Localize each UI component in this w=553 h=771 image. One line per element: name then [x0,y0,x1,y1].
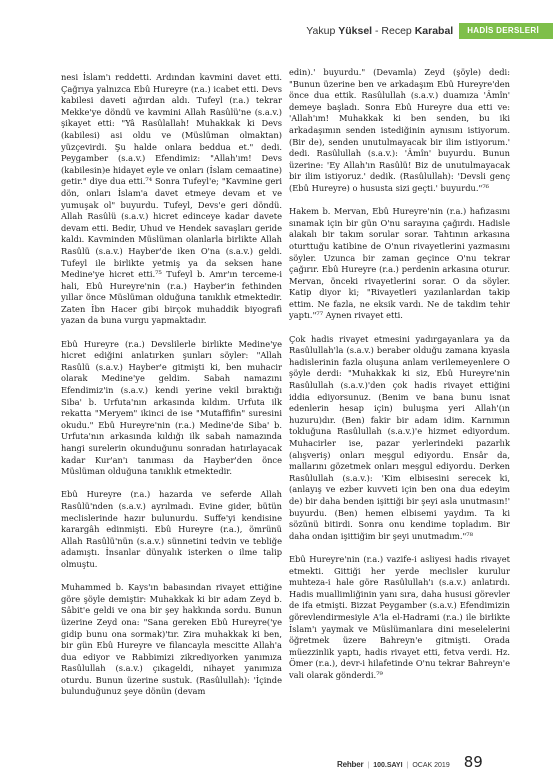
right-column [289,67,510,693]
page-footer [337,753,483,771]
paragraph: Ebû Hureyre'nin (r.a.) vazife-i asliyesi hadis rivayet etmekti. Gittiği her yerde meclisler kurulur muhteza-i hale göre Rasûlullah'ı (s.a.v.) anlatırdı. Hadis muallimliğinin yanı sıra, daha hususi görevler de ifa etmişti. Bizzat Peygamber (s.a.v.) Efendimizin görevlendirmesiyle A'la el-Hadrami (r.a.) ile birlikte İslam'ı yaymak ve Müslümanlara dini meselelerini öğretmek üzere Bahreyn'e gitmişti. Orada müezzinlik yaptı, hadis rivayet etti, fetva verdi. Hz. Ömer (r.a.), devr-i hilafetinde O'nu tekrar Bahreyn'e vali olarak gönderdi.⁷⁹ [289,553,510,680]
paragraph: nesi İslam'ı reddetti. Ardından kavmini davet etti. Çağrıya yalnızca Ebû Hureyre (r.a.) icabet etti. Devs kabilesi daveti ağırdan aldı. Tufeyl (r.a.) tekrar Mekke'ye döndü ve kavmini Allah Rasûlü'ne (s.a.v.) şikayet etti: "Yâ Rasûlallah! Muhakkak ki Devs (kabilesi) asi oldu ve (Müslüman olmaktan) yüzçevirdi. Şu halde onlara beddua et." dedi. Peygamber (s.a.v.) Efendimiz: "Allah'ım! Devs (kabilesin)e hidayet eyle ve onları (İslam cemaatine) getir." diye dua etti.⁷⁴ Sonra Tufeyl'e; "Kavmine geri dön, onları İslam'a davet etmeye devam et ve yumuşak ol" buyurdu. Tufeyl, Devs'e geri döndü. Allah Rasûlü (s.a.v.) hicret edinceye kadar davete devam etti. Bedir, Uhud ve Hendek savaşları geride kaldı. Kavminden Müslüman olanlarla birlikte Allah Rasûlü (s.a.v.) Hayber'de iken O'na (s.a.v.) geldi. Tufeyl ile birlikte yetmiş ya da seksen hane Medine'ye hicret etti.⁷⁵ Tufeyl b. Amr'ın terceme-i hali, Ebû Hureyre'nin (r.a.) Hayber'in fethinden yıllar önce Müslüman olduğuna tanıklık etmektedir. Zaten İbn Hacer gibi birçok muhaddik biyografi yazan da buna vurgu yapmaktadır. [61,72,282,326]
page-number: 89 [463,753,483,771]
left-column [61,72,282,710]
author1-last: Yüksel [338,25,373,37]
paragraph: Ebû Hureyre (r.a.) Devslilerle birlikte Medine'ye hicret ediğini anlatırken şunları söyler: "Allah Rasûlü (s.a.v.) Hayber'e gitmişti ki, ben muhacir olarak Medine'ye geldim. Sabah namazını Efendimiz'in (s.a.v.) kendi yerine vekil bıraktığı Siba' b. Urfuta'nın arkasında kıldım. Urfuta ilk rekatta "Meryem" ikinci de ise "Mutaffifin" suresini okudu." Ebû Hureyre'nin (r.a.) Medine'de Siba' b. Urfuta'nın arkasında kıldığı ilk sabah namazında hangi surelerin okunduğunu sonradan hatırlayacak kadar Kur'an'ı tanıması da Hayber'den önce Müslüman olduğuna tanıklık etmektedir. [61,338,282,477]
author2-last: Karabal [414,25,454,37]
footer-divider: | [406,762,409,769]
paragraph: Ebû Hureyre (r.a.) hazarda ve seferde Allah Rasûlü'nden (s.a.v.) ayrılmadı. Evine gider, bütün meclislerinde hazır bulunurdu. Suffe'yi kendisine karargâh edinmişti. Ebû Hureyre (r.a.), ömrünü Allah Rasûlü'nün (s.a.v.) sünnetini tedvin ve tebliğe adamıştı. İnsanlar dünyalık isterken o ilme talip olmuştu. [61,489,282,569]
issue-number: 100.SAYI [373,762,403,769]
author-separator: - [375,25,379,37]
author1-first: Yakup [306,25,336,37]
paragraph: Çok hadis rivayet etmesini yadırgayanlara ya da Rasûlullah'la (s.a.v.) beraber olduğu zamana kıyasla hadislerinin fazla oluşuna anlam verilemeyenlere O şöyle derdi: "Muhakkak ki siz, Ebû Hureyre'nin Rasûlullah (s.a.v.)'den çok hadis rivayet ettiğini iddia ediyorsunuz. (Benim ve bana bunu isnat edenlerin hesap için) buluşma yeri Allah'(ın huzuru)dır. (Ben) fakir bir adam idim. Karnımın tokluğuna Rasûlullah (s.a.v.)'e hizmet ediyordum. Muhacirler ise, pazar yerlerindeki pazarlık (alışveriş) onları meşgul ediyordu. Ensâr da, mallarını gözetmek onları meşgul ediyordu. Derken Rasûlullah (s.a.v.): 'Kim elbisesini serecek ki, (anlayış ve ezber kuvveti için ben ona dua edeyim de) bir daha benden işittiği bir şeyi asla unutmasın!' buyurdu. (Ben) hemen elbisemi yaydım. Ta ki sözünü bitirdi. Sonra onu kendime topladım. Bir daha ondan işittiğim bir şeyi unutmadım."⁷⁸ [289,333,510,541]
paragraph: Muhammed b. Kays'ın babasından rivayet ettiğine göre şöyle demiştir: Muhakkak ki bir adam Zeyd b. Sâbit'e geldi ve ona bir şey hakkında sordu. Bunun üzerine Zeyd ona: "Sana gereken Ebû Hureyre('ye gidip bunu ona sormak)'tır. Zira muhakkak ki ben, bir gün Ebû Hureyre ve filancayla mescitte Allah'a dua ediyor ve Rabbimizi zikrediyorken yanımıza Rasûlullah (s.a.v.) çıkageldi, nihayet yanımıza oturdu. Bunun üzerine sustuk. (Rasûlullah): 'İçinde bulunduğunuz şeye dönün (devam [61,582,282,697]
magazine-brand: Rehber [337,760,364,769]
page-header [306,23,553,39]
paragraph: Hakem b. Mervan, Ebû Hureyre'nin (r.a.) hafızasını sınamak için bir gün O'nu sarayına çağırdı. Hadisle alakalı bir takım sorular sorar. Tahtının arkasına oturttuğu katibine de O'nun rivayetlerini yazmasını söyler. Uzunca bir zaman geçince O'nu tekrar çağırır. Ebû Hureyre (r.a.) perdenin arkasına oturur. Mervan, önceki rivayetlerini sorar. O da söyler. Katip diyor ki; "Rivayetleri yazılanlardan takip ettim. Ne fazla, ne eksik vardı. Ne de takdim tehir yaptı."⁷⁷ Aynen rivayet etti. [289,206,510,321]
issue-date: OCAK 2019 [412,762,450,769]
section-badge: HADİS DERSLERİ [459,23,553,39]
header-authors [306,25,453,37]
author2-first: Recep [381,25,412,37]
paragraph: edin).' buyurdu." (Devamla) Zeyd (şöyle) dedi: "Bunun üzerine ben ve arkadaşım Ebû Hureyre'den önce dua ettik. Rasûlullah (s.a.v.) duamıza 'Âmîn' demeye başladı. Sonra Ebû Hureyre dua etti ve: 'Allah'ım! Muhakkak ki ben senden, bu iki arkadaşımın senden istediğinin aynısını istiyorum. (Bir de), senden unutulmayacak bir ilim istiyorum.' dedi. Rasûlullah (s.a.v.): 'Âmîn' buyurdu. Bunun üzerine: 'Ey Allah'ın Rasûlü! Biz de unutulmayacak bir ilim istiyoruz.' dedik. (Rasûlullah): 'Devsli genç (Ebû Hureyre) o hususta sizi geçti.' buyurdu."⁷⁶ [289,67,510,193]
footer-divider: | [367,762,370,769]
